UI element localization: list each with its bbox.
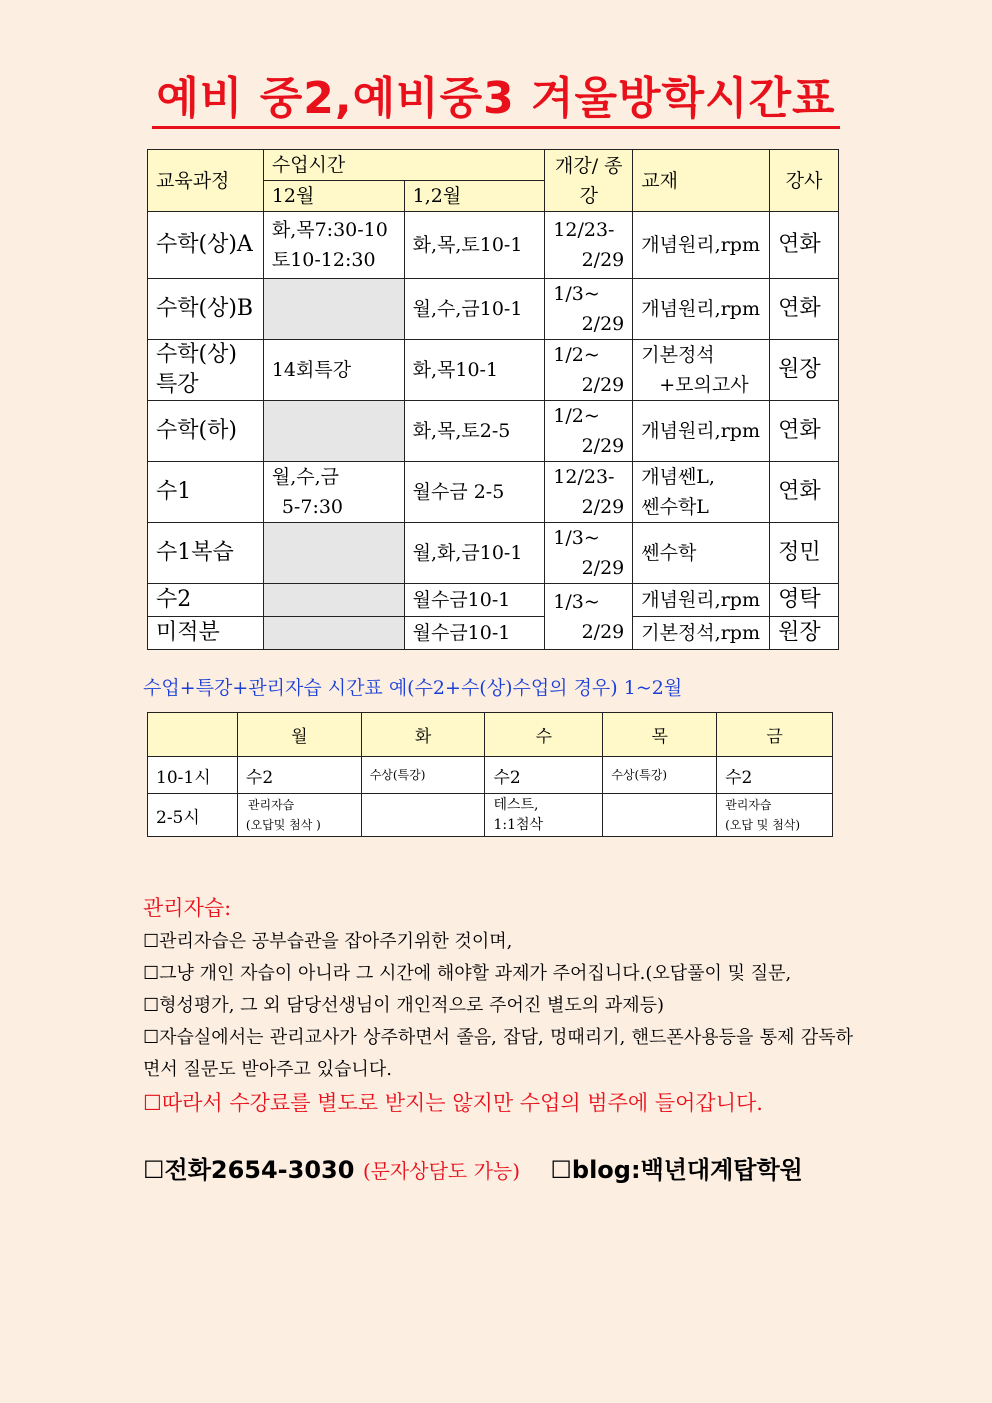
fri-cell: 수2 — [717, 757, 833, 794]
jan-feb-cell: 화,목,토2-5 — [404, 401, 545, 462]
management-title: 관리자습: — [143, 896, 232, 920]
textbook-cell: 개념원리,rpm — [633, 279, 770, 340]
course-cell: 수학(상)A — [148, 212, 264, 279]
tue-cell — [361, 794, 485, 837]
course-cell: 수2 — [148, 584, 264, 617]
page-title: 예비 중2,예비중3 겨울방학시간표 — [0, 72, 992, 129]
phone-text: ☐전화2654-3030 — [143, 1156, 355, 1184]
header-textbook: 교재 — [633, 150, 770, 212]
textbook-cell: 개념원리,rpm — [633, 212, 770, 279]
december-cell-empty — [263, 617, 404, 650]
period-cell: 1/3~ 2/29 — [545, 279, 633, 340]
note-line-red: ☐따라서 수강료를 별도로 받지는 않지만 수업의 범주에 들어갑니다. — [143, 1091, 763, 1115]
period-cell: 12/23- 2/29 — [545, 462, 633, 523]
teacher-cell: 원장 — [770, 340, 839, 401]
december-cell: 월,수,금 5-7:30 — [263, 462, 404, 523]
teacher-cell: 연화 — [770, 401, 839, 462]
course-cell: 수학(상) 특강 — [148, 340, 264, 401]
blog-text: ☐blog:백년대계탑학원 — [550, 1156, 803, 1184]
table-row — [148, 462, 839, 523]
day-thu: 목 — [603, 713, 717, 757]
note-line: ☐그냥 개인 자습이 아니라 그 시간에 해야할 과제가 주어집니다.(오답풀이 및 질문, — [143, 963, 792, 984]
jan-feb-cell: 월수금 2-5 — [404, 462, 545, 523]
weekly-example-table — [147, 712, 833, 837]
december-cell-empty — [263, 279, 404, 340]
tue-cell: 수상(특강) — [361, 757, 485, 794]
december-cell: 화,목7:30-10 토10-12:30 — [263, 212, 404, 279]
time-cell: 2-5시 — [148, 794, 238, 837]
header-teacher: 강사 — [770, 150, 839, 212]
period-cell: 1/3~ 2/29 — [545, 523, 633, 584]
table-row — [148, 584, 839, 617]
jan-feb-cell: 월수금10-1 — [404, 584, 545, 617]
course-cell: 미적분 — [148, 617, 264, 650]
mon-cell: 수2 — [237, 757, 361, 794]
table-row — [148, 757, 833, 794]
course-cell: 수학(하) — [148, 401, 264, 462]
jan-feb-cell: 월,화,금10-1 — [404, 523, 545, 584]
jan-feb-cell: 화,목,토10-1 — [404, 212, 545, 279]
textbook-cell: 개념원리,rpm — [633, 584, 770, 617]
wed-cell: 수2 — [485, 757, 603, 794]
december-cell-empty — [263, 523, 404, 584]
course-cell: 수1 — [148, 462, 264, 523]
jan-feb-cell: 화,목10-1 — [404, 340, 545, 401]
header-december: 12월 — [263, 181, 404, 212]
thu-cell — [603, 794, 717, 837]
sms-note: (문자상담도 가능) — [362, 1159, 521, 1183]
table-row — [148, 340, 839, 401]
teacher-cell: 정민 — [770, 523, 839, 584]
period-cell: 12/23- 2/29 — [545, 212, 633, 279]
table-row — [148, 794, 833, 837]
day-wed: 수 — [485, 713, 603, 757]
teacher-cell: 연화 — [770, 462, 839, 523]
wed-cell: 테스트, 1:1첨삭 — [485, 794, 603, 837]
note-line: ☐자습실에서는 관리교사가 상주하면서 졸음, 잡담, 멍때리기, 핸드폰사용등을 통제 감독하면서 질문도 받아주고 있습니다. — [143, 1027, 853, 1080]
time-cell: 10-1시 — [148, 757, 238, 794]
table-row — [148, 617, 839, 650]
jan-feb-cell: 월수금10-1 — [404, 617, 545, 650]
management-notes — [143, 926, 853, 1120]
day-fri: 금 — [717, 713, 833, 757]
period-cell: 1/2~ 2/29 — [545, 340, 633, 401]
day-tue: 화 — [361, 713, 485, 757]
jan-feb-cell: 월,수,금10-1 — [404, 279, 545, 340]
december-cell-empty — [263, 401, 404, 462]
teacher-cell: 원장 — [770, 617, 839, 650]
december-cell: 14회특강 — [263, 340, 404, 401]
example-heading: 수업+특강+관리자습 시간표 예(수2+수(상)수업의 경우) 1~2월 — [143, 677, 683, 699]
fri-cell: 관리자습 (오답 및 첨삭) — [717, 794, 833, 837]
header-period: 개강/ 종강 — [545, 150, 633, 212]
table-row — [148, 523, 839, 584]
table-row — [148, 212, 839, 279]
day-mon: 월 — [237, 713, 361, 757]
period-cell: 1/2~ 2/29 — [545, 401, 633, 462]
course-cell: 수1복습 — [148, 523, 264, 584]
textbook-cell: 쎈수학 — [633, 523, 770, 584]
table-row — [148, 401, 839, 462]
table-row — [148, 279, 839, 340]
header-jan-feb: 1,2월 — [404, 181, 545, 212]
thu-cell: 수상(특강) — [603, 757, 717, 794]
contact-line — [143, 1150, 803, 1185]
period-cell: 1/3~ 2/29 — [545, 584, 633, 650]
note-line: ☐관리자습은 공부습관을 잡아주기위한 것이며, — [143, 931, 513, 952]
december-cell-empty — [263, 584, 404, 617]
textbook-cell: 개념원리,rpm — [633, 401, 770, 462]
header-course: 교육과정 — [148, 150, 264, 212]
textbook-cell: 기본정석,rpm — [633, 617, 770, 650]
teacher-cell: 영탁 — [770, 584, 839, 617]
teacher-cell: 연화 — [770, 279, 839, 340]
header-class-time: 수업시간 — [263, 150, 544, 181]
schedule-table — [147, 149, 839, 650]
week-header-row — [148, 713, 833, 757]
table-header-row — [148, 150, 839, 181]
textbook-cell: 기본정석 +모의고사 — [633, 340, 770, 401]
note-line: ☐형성평가, 그 외 담당선생님이 개인적으로 주어진 별도의 과제등) — [143, 995, 665, 1016]
corner-cell — [148, 713, 238, 757]
teacher-cell: 연화 — [770, 212, 839, 279]
course-cell: 수학(상)B — [148, 279, 264, 340]
textbook-cell: 개념쎈L, 쎈수학L — [633, 462, 770, 523]
mon-cell: 관리자습 (오답및 첨삭 ) — [237, 794, 361, 837]
